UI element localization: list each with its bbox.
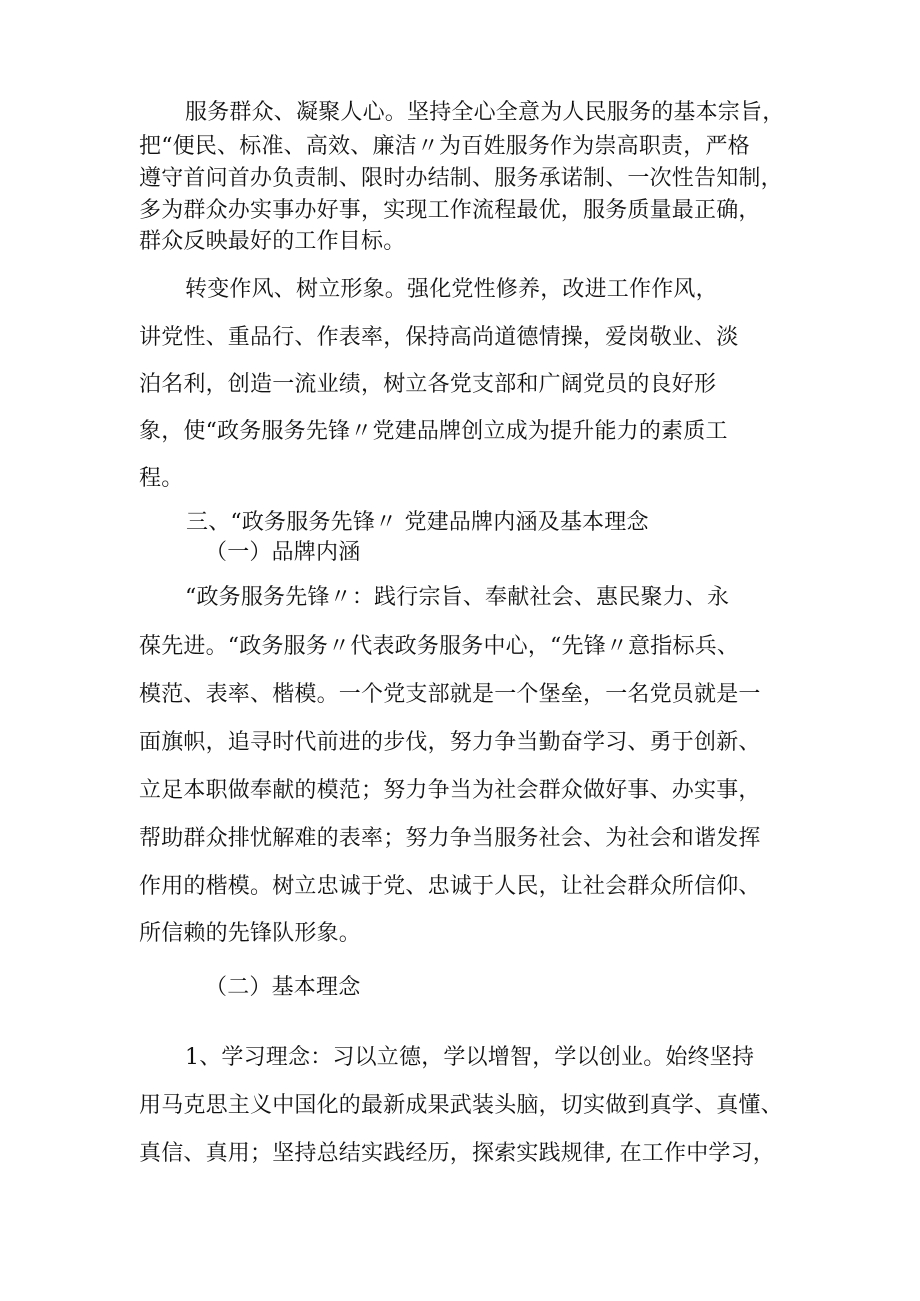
paragraph-learning-line: 1、学习理念：习以立德，学以增智，学以创业。始终坚持: [185, 1045, 755, 1070]
paragraph-style-line: 转变作风、树立形象。强化党性修养，改进工作作风，: [185, 277, 718, 302]
paragraph-style-line: 象，使“政务服务先锋〃党建品牌创立成为提升能力的素质工: [139, 419, 728, 444]
paragraph-brand-line: 帮助群众排忧解难的表率；努力争当服务社会、为社会和谐发挥: [139, 826, 761, 851]
paragraph-brand-line: 立足本职做奉献的模范；努力争当为社会群众做好事、办实事，: [139, 778, 761, 803]
paragraph-brand-line: 模范、表率、楷模。一个党支部就是一个堡垒，一名党员就是一: [139, 682, 761, 707]
section-heading: 三、“政务服务先锋〃 党建品牌内涵及基本理念: [186, 510, 649, 535]
paragraph-service-line: 群众反映最好的工作目标。: [139, 229, 406, 254]
paragraph-service-line: 服务群众、凝聚人心。坚持全心全意为人民服务的基本宗旨，: [185, 100, 785, 125]
subsection-heading: （二）基本理念: [205, 975, 361, 1000]
paragraph-service-line: 把“便民、标准、高效、廉洁〃为百姓服务作为崇高职责，严格: [139, 134, 750, 159]
paragraph-style-line: 程。: [139, 466, 184, 491]
paragraph-learning-line: 真信、真用；坚持总结实践经历，探索实践规律, 在工作中学习，: [139, 1141, 775, 1166]
paragraph-brand-line: “政务服务先锋〃：践行宗旨、奉献社会、惠民聚力、永: [185, 585, 730, 610]
subsection-heading: （一）品牌内涵: [205, 540, 361, 565]
paragraph-learning-line: 用马克思主义中国化的最新成果武装头脑，切实做到真学、真懂、: [139, 1093, 783, 1118]
paragraph-service-line: 多为群众办实事办好事，实现工作流程最优，服务质量最正确，: [139, 198, 761, 223]
paragraph-style-line: 讲党性、重品行、作表率，保持高尚道德情操，爱岗敬业、淡: [139, 325, 739, 350]
paragraph-brand-line: 作用的楷模。树立忠诚于党、忠诚于人民，让社会群众所信仰、: [139, 874, 761, 899]
paragraph-brand-line: 所信赖的先锋队形象。: [139, 921, 362, 946]
paragraph-style-line: 泊名利，创造一流业绩，树立各党支部和广阔党员的良好形: [139, 372, 717, 397]
paragraph-brand-line: 葆先进。“政务服务〃代表政务服务中心，“先锋〃意指标兵、: [139, 634, 740, 659]
paragraph-brand-line: 面旗帜，追寻时代前进的步伐，努力争当勤奋学习、勇于创新、: [139, 730, 761, 755]
paragraph-service-line: 遵守首问首办负责制、限时办结制、服务承诺制、一次性告知制，: [139, 166, 783, 191]
